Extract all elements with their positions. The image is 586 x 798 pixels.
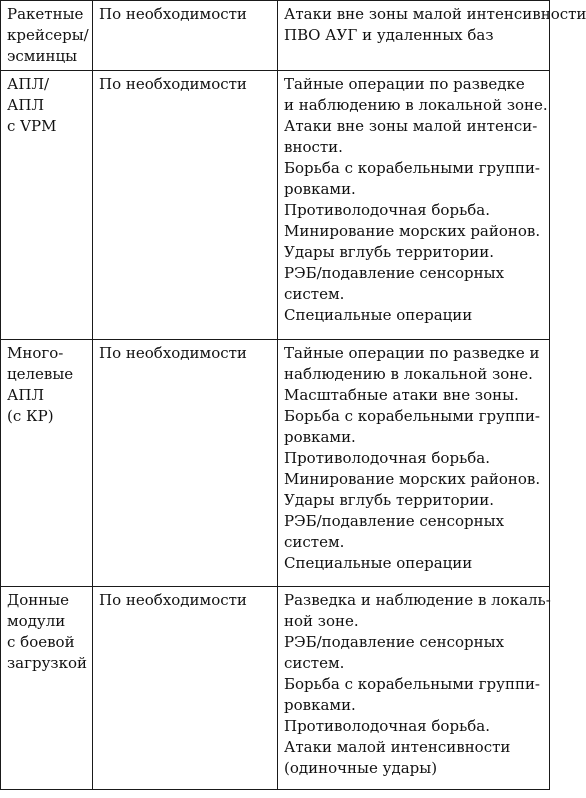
mission-line: ной зоне.	[284, 612, 359, 630]
mission-line: систем.	[284, 654, 345, 672]
mission-line: Борьба с корабельными группи-	[284, 159, 541, 177]
platform-type-line: АПЛ/	[7, 75, 50, 93]
platform-type-line: Донные	[7, 591, 70, 609]
platform-type-cell	[1, 1, 93, 71]
mission-line: и наблюдению в локальной зоне.	[284, 96, 548, 114]
table-row	[1, 1, 550, 71]
mission-line: Минирование морских районов.	[284, 222, 541, 240]
mission-line: Тайные операции по разведке и	[284, 344, 540, 362]
mission-line: РЭБ/подавление сенсорных	[284, 264, 505, 282]
mission-line: Разведка и наблюдение в локаль-	[284, 591, 551, 609]
platform-type-line: загрузкой	[7, 654, 87, 672]
mission-line: ровками.	[284, 180, 356, 198]
platform-type-line: с боевой	[7, 633, 75, 651]
mission-line: Борьба с корабельными группи-	[284, 675, 541, 693]
platform-type-line: Много-	[7, 344, 64, 362]
platform-type-line: с VPM	[7, 117, 57, 135]
platform-type-line: крейсеры/	[7, 26, 89, 44]
platform-type-line: целевые	[7, 365, 74, 383]
mission-line: систем.	[284, 285, 345, 303]
mission-line: систем.	[284, 533, 345, 551]
platform-type-line: (с КР)	[7, 407, 54, 425]
mission-line: Противолодочная борьба.	[284, 717, 490, 735]
usage-cell	[93, 1, 278, 71]
table-body	[1, 1, 586, 790]
mission-line: Противолодочная борьба.	[284, 449, 490, 467]
mission-line: Масштабные атаки вне зоны.	[284, 386, 519, 404]
usage-cell	[93, 340, 278, 587]
platform-type-cell	[1, 71, 93, 340]
mission-line: Атаки вне зоны малой интенси-	[284, 117, 538, 135]
platform-type-line: АПЛ	[7, 386, 44, 404]
usage-text: По необходимости	[99, 344, 247, 362]
mission-line: (одиночные удары)	[284, 759, 438, 777]
usage-cell	[93, 71, 278, 340]
platform-type-line: Ракетные	[7, 5, 84, 23]
missions-cell	[278, 1, 586, 71]
mission-line: Тайные операции по разведке	[284, 75, 525, 93]
mission-line: РЭБ/подавление сенсорных	[284, 512, 505, 530]
mission-line: Атаки вне зоны малой интенсивности	[284, 5, 586, 23]
mission-line: наблюдению в локальной зоне.	[284, 365, 533, 383]
mission-line: Удары вглубь территории.	[284, 491, 495, 509]
mission-line: Минирование морских районов.	[284, 470, 541, 488]
usage-cell	[93, 587, 278, 790]
usage-text: По необходимости	[99, 75, 247, 93]
mission-line: Противолодочная борьба.	[284, 201, 490, 219]
platform-type-line: АПЛ	[7, 96, 44, 114]
mission-line: Атаки малой интенсивности	[284, 738, 511, 756]
mission-line: ПВО АУГ и удаленных баз	[284, 26, 494, 44]
mission-line: вности.	[284, 138, 343, 156]
mission-line: РЭБ/подавление сенсорных	[284, 633, 505, 651]
platform-type-line: модули	[7, 612, 66, 630]
mission-line: ровками.	[284, 696, 356, 714]
mission-line: Удары вглубь территории.	[284, 243, 495, 261]
missions-cell	[278, 587, 550, 790]
missions-cell	[278, 71, 550, 340]
table-row	[1, 340, 550, 587]
mission-line: ровками.	[284, 428, 356, 446]
mission-line: Борьба с корабельными группи-	[284, 407, 541, 425]
platform-type-cell	[1, 587, 93, 790]
usage-text: По необходимости	[99, 591, 247, 609]
mission-line: Специальные операции	[284, 306, 473, 324]
platform-type-cell	[1, 340, 93, 587]
usage-text: По необходимости	[99, 5, 247, 23]
mission-line: Специальные операции	[284, 554, 473, 572]
table-row	[1, 587, 550, 790]
platform-type-line: эсминцы	[7, 47, 78, 65]
missions-cell	[278, 340, 550, 587]
table-row	[1, 71, 550, 340]
